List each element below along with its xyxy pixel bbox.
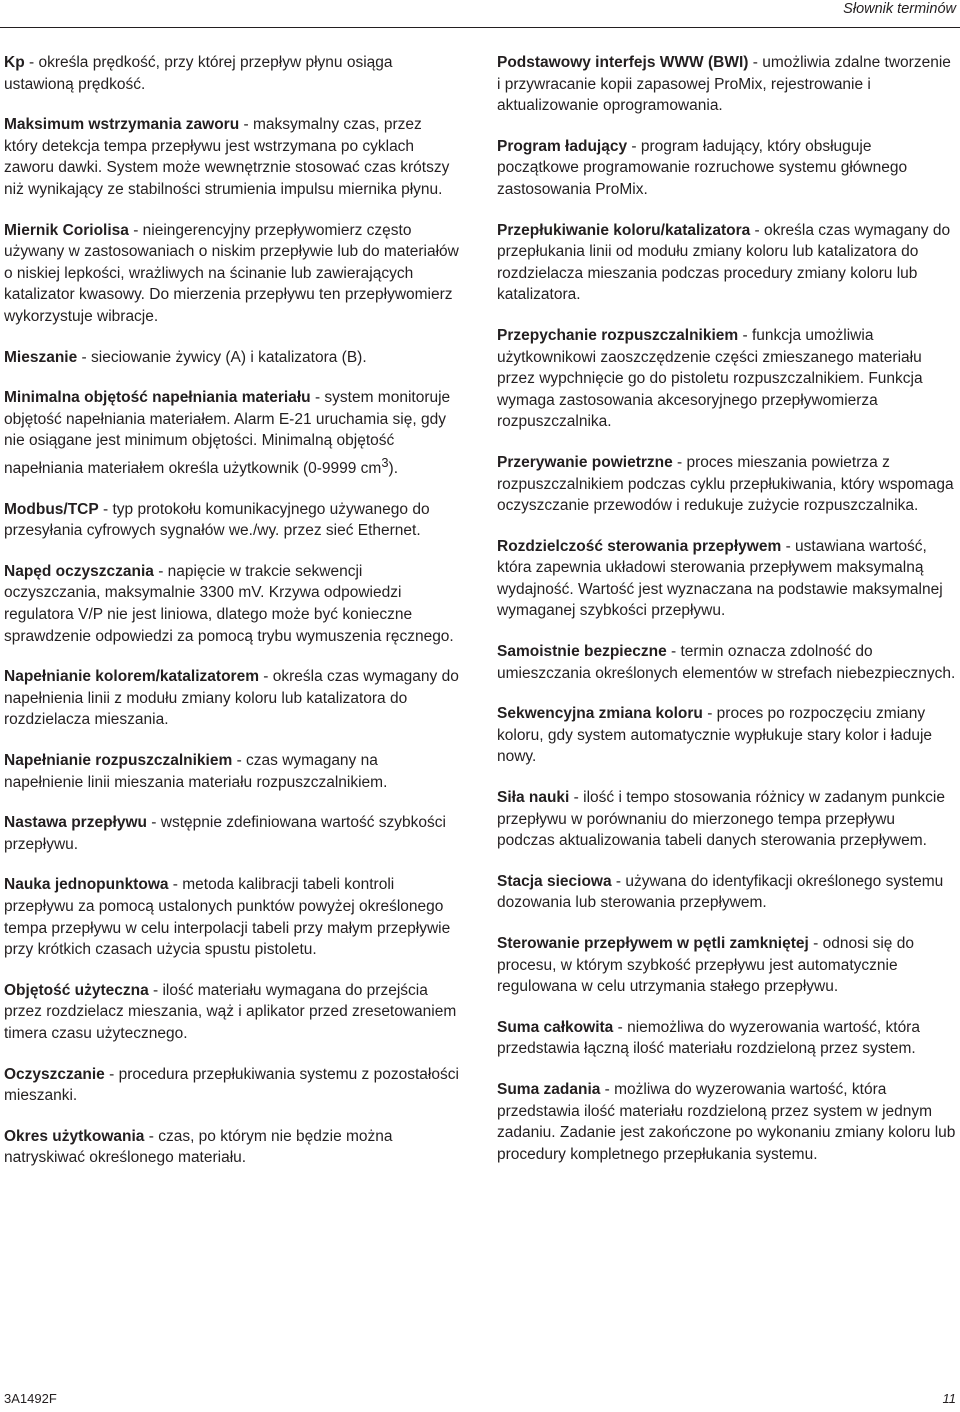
glossary-definition: - czas wymagany na napełnienie linii mieszania materiału rozpuszczalnikiem.: [4, 752, 388, 791]
glossary-term: Okres użytkowania: [4, 1127, 145, 1145]
glossary-definition: - odnosi się do procesu, w którym szybkość przepływu jest automatycznie regulowana w celu utrzymania stałego przepływu.: [497, 935, 914, 996]
glossary-definition: - maksymalny czas, przez który detekcja tempa przepływu jest wstrzymana po cyklach zaworu dawki. System może wewnętrznie stosować czas krótszy niż wynikający ze stabilności strumienia impulsu miernika płynu.: [4, 116, 450, 198]
glossary-term: Suma całkowita: [497, 1018, 614, 1036]
glossary-definition: - napięcie w trakcie sekwencji oczyszczania, maksymalnie 3300 mV. Krzywa odpowiedzi regulatora V/P nie jest liniowa, dlatego może być konieczne sprawdzenie odpowiedzi za pomocą trybu wymuszenia ręcznego.: [4, 562, 454, 645]
glossary-entry: [4, 220, 459, 328]
glossary-entry: [4, 114, 459, 200]
glossary-entry: [497, 52, 956, 117]
glossary-entry: [4, 499, 459, 542]
superscript-exponent: 3: [381, 454, 389, 470]
glossary-term: Podstawowy interfejs WWW (BWI): [497, 54, 749, 71]
glossary-entry: [4, 1064, 459, 1107]
glossary-term: Oczyszczanie: [4, 1065, 105, 1083]
glossary-column-right: [497, 52, 956, 1184]
glossary-entry: [497, 1079, 956, 1165]
glossary-term: Napęd oczyszczania: [4, 562, 154, 580]
glossary-entry: [497, 871, 956, 914]
glossary-definition: - ilość i tempo stosowania różnicy w zadanym punkcie przepływu w porównaniu do mierzonego tempa przepływu podczas aktualizowania tabeli danych sterowania przepływem.: [497, 789, 945, 850]
glossary-definition: - typ protokołu komunikacyjnego używanego do przesyłania cyfrowych sygnałów we./wy. przez sieć Ethernet.: [4, 500, 430, 540]
glossary-definition: - używana do identyfikacji określonego systemu dozowania lub sterowania przepływem.: [497, 872, 944, 912]
glossary-column-left: [4, 52, 459, 1188]
glossary-entry: [4, 347, 459, 369]
glossary-definition: - wstępnie zdefiniowana wartość szybkości przepływu.: [4, 814, 446, 853]
glossary-definition: - określa czas wymagany do napełnienia linii z modułu zmiany koloru lub katalizatora do rozdzielacza mieszania.: [4, 668, 459, 729]
glossary-term: Miernik Coriolisa: [4, 221, 129, 239]
glossary-term: Przepłukiwanie koloru/katalizatora: [497, 221, 751, 239]
glossary-term: Minimalna objętość napełniania materiału: [4, 389, 311, 407]
glossary-entry: [497, 536, 956, 622]
glossary-term: Sekwencyjna zmiana koloru: [497, 705, 703, 723]
glossary-definition: - sieciowanie żywicy (A) i katalizatora (B).: [77, 348, 367, 366]
glossary-definition: - ustawiana wartość, która zapewnia układowi sterowania przepływem maksymalną wydajność. Wartość jest wyznaczana na podstawie maksymalnej wymaganej szybkości przepływu.: [497, 537, 943, 620]
glossary-definition: - termin oznacza zdolność do umieszczania określonych elementów w strefach niebezpiecznych.: [497, 643, 956, 682]
running-title: Słownik terminów: [843, 1, 956, 17]
glossary-term: Mieszanie: [4, 348, 78, 366]
glossary-term: Przepychanie rozpuszczalnikiem: [497, 326, 739, 344]
glossary-term: Kp: [4, 54, 25, 71]
glossary-definition: - określa czas wymagany do przepłukania linii od modułu zmiany koloru lub katalizatora do rozdzielacza mieszania podczas procedury zmiany koloru lub katalizatora.: [497, 221, 951, 304]
glossary-entry: [497, 325, 956, 433]
header-rule: [0, 27, 960, 28]
glossary-entry: [4, 387, 459, 480]
glossary-term: Siła nauki: [497, 789, 570, 807]
glossary-term: Modbus/TCP: [4, 500, 99, 518]
glossary-definition: - określa prędkość, przy której przepływ płynu osiąga ustawioną prędkość.: [4, 54, 393, 93]
glossary-term: Napełnianie rozpuszczalnikiem: [4, 752, 233, 769]
glossary-term: Przerywanie powietrzne: [497, 453, 673, 471]
glossary-term: Samoistnie bezpieczne: [497, 643, 667, 661]
glossary-entry: [4, 666, 459, 731]
glossary-term: Suma zadania: [497, 1080, 601, 1098]
glossary-entry: [4, 980, 459, 1045]
glossary-definition: - proces po rozpoczęciu zmiany koloru, gdy system automatycznie wypłukuje stary kolor i ładuje nowy.: [497, 705, 933, 766]
page-number: 11: [942, 1391, 956, 1406]
glossary-entry: [4, 1126, 459, 1169]
glossary-term: Rozdzielczość sterowania przepływem: [497, 537, 782, 555]
glossary-term: Sterowanie przepływem w pętli zamkniętej: [497, 935, 809, 952]
glossary-term: Nauka jednopunktowa: [4, 876, 169, 894]
glossary-entry: [497, 452, 956, 517]
glossary-term: Napełnianie kolorem/katalizatorem: [4, 668, 259, 686]
glossary-entry: [4, 52, 459, 95]
glossary-definition: - czas, po którym nie będzie można natryskiwać określonego materiału.: [4, 1127, 393, 1167]
glossary-definition: - proces mieszania powietrza z rozpuszczalnikiem podczas cyklu przepłukiwania, który wspomaga oczyszczanie przewodów i redukuje zużycie rozpuszczalnika.: [497, 453, 954, 515]
glossary-term: Stacja sieciowa: [497, 872, 612, 890]
glossary-term: Objętość użyteczna: [4, 981, 149, 999]
document-code: 3A1492F: [4, 1391, 57, 1406]
glossary-definition: - niemożliwa do wyzerowania wartość, która przedstawia łączną ilość materiału rozdzieloną przez system.: [497, 1018, 920, 1058]
glossary-definition: - nieingerencyjny przepływomierz często używany w zastosowaniach o niskim przepływie lub do materiałów o niskiej lepkości, wrażliwych na ścinanie lub zawierających katalizator kwasowy. Do mierzenia przepływu ten przepływomierz wykorzystuje wibracje.: [4, 221, 459, 325]
glossary-definition: - funkcja umożliwia użytkownikowi zaoszczędzenie części zmieszanego materiału przez wypchnięcie go do pistoletu rozpuszczalnikiem. Funkcja wymaga zastosowania akcesoryjnego przepływomierza rozpuszczalnika.: [497, 326, 923, 431]
glossary-definition: - ilość materiału wymagana do przejścia przez rozdzielacz mieszania, wąż i aplikator przed zresetowaniem timera czasu użytecznego.: [4, 981, 457, 1042]
glossary-term: Program ładujący: [497, 137, 628, 155]
glossary-entry: [4, 812, 459, 855]
glossary-entry: [497, 220, 956, 306]
glossary-entry: [4, 750, 459, 793]
glossary-entry: [497, 136, 956, 201]
glossary-entry: [497, 787, 956, 852]
glossary-definition: - możliwa do wyzerowania wartość, która przedstawia ilość materiału rozdzieloną przez system w jednym zadaniu. Zadanie jest zakończone po wykonaniu zmiany koloru lub procedury kompletnego przepłukania systemu.: [497, 1080, 956, 1163]
glossary-entry: [497, 703, 956, 768]
glossary-definition: - umożliwia zdalne tworzenie i przywracanie kopii zapasowej ProMix, rejestrowanie i aktualizowanie oprogramowania.: [497, 54, 951, 115]
glossary-definition: - procedura przepłukiwania systemu z pozostałości mieszanki.: [4, 1065, 459, 1105]
glossary-definition-end: ).: [388, 460, 398, 478]
glossary-term: Nastawa przepływu: [4, 814, 147, 832]
glossary-entry: [4, 561, 459, 647]
glossary-definition: - metoda kalibracji tabeli kontroli przepływu za pomocą ustalonych punktów powyżej określonego tempa przepływu w celu interpolacji tabeli przy małym przepływie przy krótkich czasach użycia spustu pistoletu.: [4, 876, 451, 959]
glossary-entry: [4, 874, 459, 960]
glossary-entry: [497, 933, 956, 998]
glossary-entry: [497, 1017, 956, 1060]
glossary-definition: - system monitoruje objętość napełniania materiałem. Alarm E-21 uruchamia się, gdy nie osiągane jest minimum objętości. Minimalną objętość napełniania materiałem określa użytkownik (0-9999 cm: [4, 389, 451, 478]
glossary-term: Maksimum wstrzymania zaworu: [4, 116, 240, 134]
glossary-definition: - program ładujący, który obsługuje początkowe programowanie rozruchowe systemu głównego zastosowania ProMix.: [497, 137, 908, 198]
glossary-entry: [497, 641, 956, 684]
